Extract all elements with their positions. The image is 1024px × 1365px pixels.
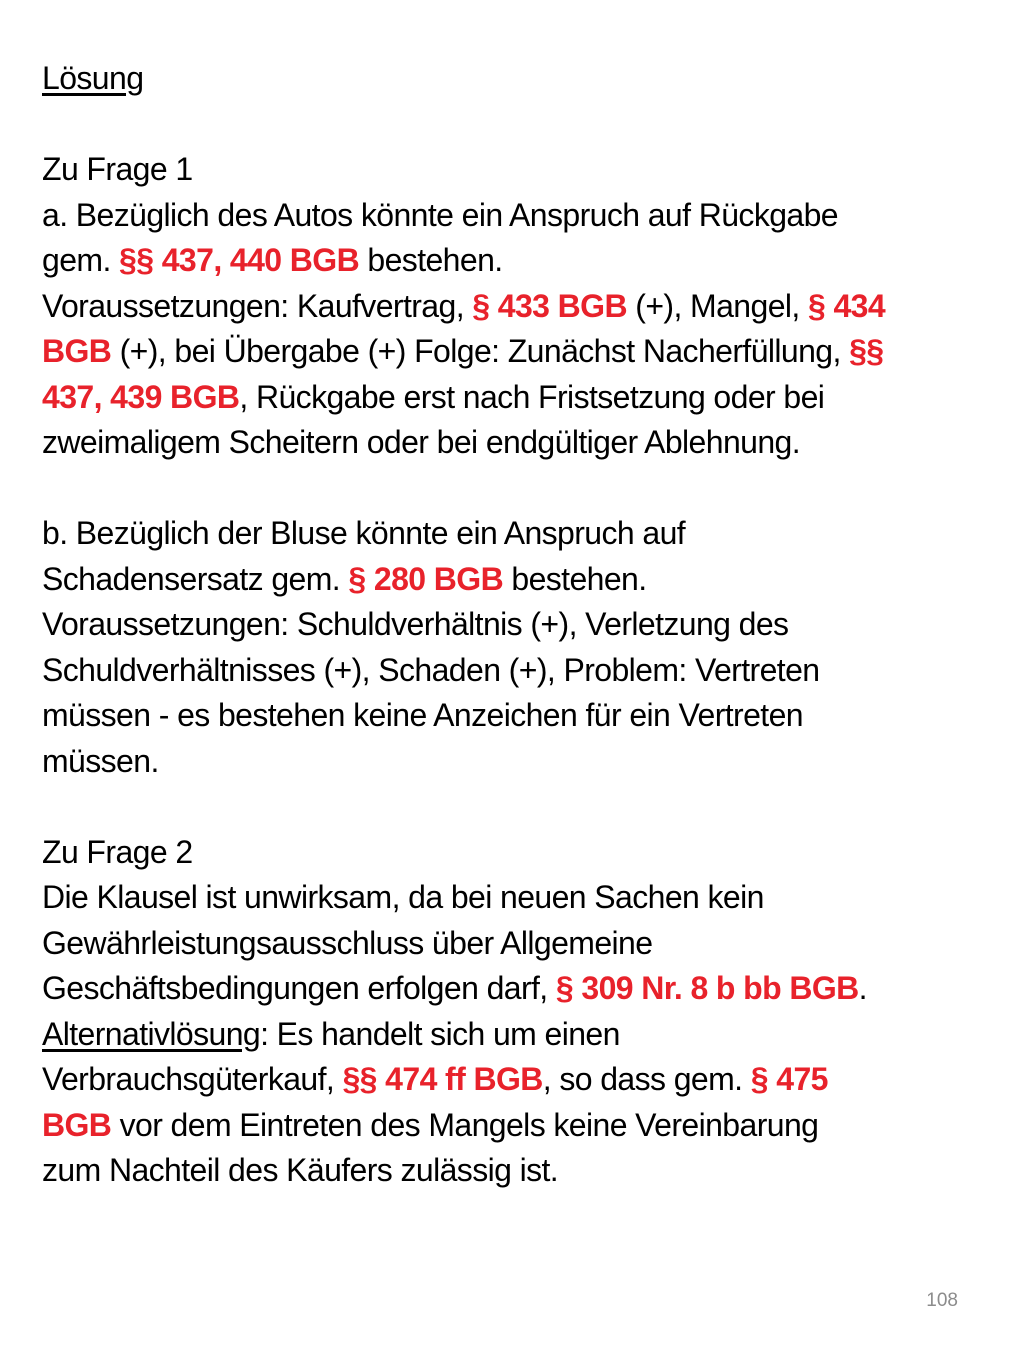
legal-reference: BGB <box>42 333 112 369</box>
q2-text-line: Gewährleistungsausschluss über Allgemeine <box>42 924 653 961</box>
q2-text-line: zum Nachteil des Käufers zulässig ist. <box>42 1152 559 1188</box>
q2-text-line: Die Klausel ist unwirksam, da bei neuen Sachen kein <box>42 879 764 915</box>
q2-text-line: BGB vor dem Eintreten des Mangels keine Vereinbarung <box>42 1106 819 1143</box>
q2-text-line: Verbrauchsgüterkauf, §§ 474 ff BGB, so dass gem. § 475 <box>42 1061 828 1097</box>
legal-reference: § 475 <box>750 1061 828 1097</box>
q1-text-line: 437, 439 BGB, Rückgabe erst nach Fristsetzung oder bei <box>42 378 825 415</box>
solution-heading: Lösung <box>42 60 144 96</box>
q1-text-line: zweimaligem Scheitern oder bei endgültiger Ablehnung. <box>42 424 801 460</box>
question-1-title: Zu Frage 1 <box>42 151 193 187</box>
legal-reference: §§ <box>849 333 884 369</box>
q2-text-line: Geschäftsbedingungen erfolgen darf, § 309 Nr. 8 b bb BGB. <box>42 970 867 1006</box>
legal-reference: §§ 437, 440 BGB <box>119 242 360 278</box>
page-number: 108 <box>926 1290 958 1311</box>
legal-reference: §§ 474 ff BGB <box>342 1061 543 1097</box>
question-2-title: Zu Frage 2 <box>42 833 193 870</box>
q1-text-line: Schadensersatz gem. § 280 BGB bestehen. <box>42 560 647 597</box>
legal-reference: 437, 439 BGB <box>42 378 240 415</box>
q1-text-line: gem. §§ 437, 440 BGB bestehen. <box>42 242 503 278</box>
legal-reference: § 434 <box>808 287 886 324</box>
slide-content <box>42 56 992 1194</box>
blank-line <box>42 102 992 148</box>
q1-text-line: müssen. <box>42 742 159 779</box>
legal-reference: § 280 BGB <box>348 560 504 597</box>
alternative-solution-label: Alternativlösung <box>42 1015 261 1052</box>
blank-line <box>42 784 992 830</box>
blank-line <box>42 466 992 512</box>
q1-text-line: müssen - es bestehen keine Anzeichen für ein Vertreten <box>42 697 803 733</box>
q1-text-line: a. Bezüglich des Autos könnte ein Anspruch auf Rückgabe <box>42 196 839 233</box>
legal-reference: BGB <box>42 1106 112 1143</box>
q1-text-line: b. Bezüglich der Bluse könnte ein Anspruch auf <box>42 515 686 551</box>
legal-reference: § 309 Nr. 8 b bb BGB <box>555 970 859 1006</box>
q1-text-line: Voraussetzungen: Kaufvertrag, § 433 BGB (+), Mangel, § 434 <box>42 287 886 324</box>
q1-text-line: Voraussetzungen: Schuldverhältnis (+), Verletzung des <box>42 606 789 642</box>
q1-text-line: BGB (+), bei Übergabe (+) Folge: Zunächst Nacherfüllung, §§ <box>42 333 884 369</box>
q2-text-line: Alternativlösung: Es handelt sich um einen <box>42 1015 620 1052</box>
legal-reference: § 433 BGB <box>472 287 627 324</box>
q1-text-line: Schuldverhältnisses (+), Schaden (+), Problem: Vertreten <box>42 651 820 688</box>
